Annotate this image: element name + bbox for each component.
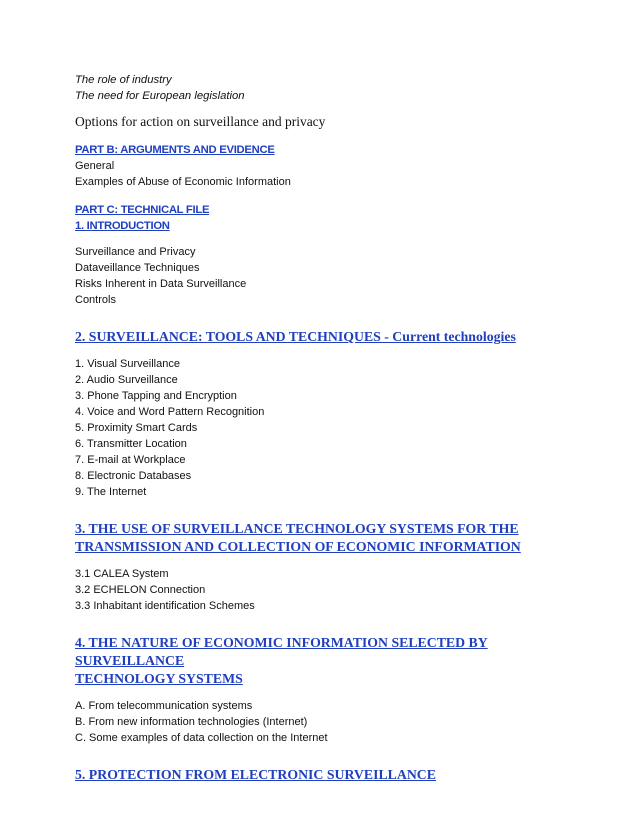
- section-2: [75, 328, 575, 500]
- list-item: 8. Electronic Databases: [75, 470, 192, 482]
- section-3-heading-link-line1[interactable]: 3. THE USE OF SURVEILLANCE TECHNOLOGY SYSTEMS FOR THE: [75, 521, 519, 536]
- list-item: Controls: [75, 294, 116, 306]
- list-item: Dataveillance Techniques: [75, 262, 200, 274]
- list-item: A. From telecommunication systems: [75, 700, 253, 712]
- part-b-heading-link[interactable]: PART B: ARGUMENTS AND EVIDENCE: [75, 144, 275, 156]
- list-item: B. From new information technologies (Internet): [75, 716, 308, 728]
- part-c-heading-link[interactable]: PART C: TECHNICAL FILE: [75, 204, 210, 216]
- list-item: 5. Proximity Smart Cards: [75, 422, 198, 434]
- section-2-heading-link[interactable]: 2. SURVEILLANCE: TOOLS AND TECHNIQUES - Current technologies: [75, 329, 516, 344]
- list-item: 4. Voice and Word Pattern Recognition: [75, 406, 265, 418]
- section-4-heading-link-line1[interactable]: 4. THE NATURE OF ECONOMIC INFORMATION SELECTED BY SURVEILLANCE: [75, 635, 488, 668]
- list-item: 3.1 CALEA System: [75, 568, 169, 580]
- list-item: 9. The Internet: [75, 486, 147, 498]
- part-b-section: [75, 142, 575, 190]
- section-3-heading-link-line2[interactable]: TRANSMISSION AND COLLECTION OF ECONOMIC INFORMATION: [75, 539, 521, 554]
- intro-line-european-legislation: The need for European legislation: [75, 90, 245, 102]
- section-3: [75, 520, 575, 614]
- list-item: 3.3 Inhabitant identification Schemes: [75, 600, 255, 612]
- introduction-heading-link[interactable]: 1. INTRODUCTION: [75, 220, 170, 232]
- list-item: 2. Audio Surveillance: [75, 374, 178, 386]
- list-item: 1. Visual Surveillance: [75, 358, 180, 370]
- part-b-item: General: [75, 160, 115, 172]
- list-item: 7. E-mail at Workplace: [75, 454, 186, 466]
- section-5: [75, 766, 575, 784]
- document-page: [75, 72, 575, 784]
- section-4: [75, 634, 575, 746]
- section-4-list: [75, 698, 575, 746]
- section-2-list: [75, 356, 575, 500]
- section-3-list: [75, 566, 575, 614]
- options-line: Options for action on surveillance and privacy: [75, 114, 326, 129]
- list-item: Surveillance and Privacy: [75, 246, 196, 258]
- intro-line-role-of-industry: The role of industry: [75, 74, 172, 86]
- part-c-section: [75, 202, 575, 308]
- list-item: Risks Inherent in Data Surveillance: [75, 278, 247, 290]
- list-item: 6. Transmitter Location: [75, 438, 187, 450]
- section-4-heading-link-line2[interactable]: TECHNOLOGY SYSTEMS: [75, 671, 243, 686]
- section-5-heading-link[interactable]: 5. PROTECTION FROM ELECTRONIC SURVEILLANCE: [75, 767, 436, 782]
- part-b-item: Examples of Abuse of Economic Information: [75, 176, 291, 188]
- part-c-list: [75, 244, 575, 308]
- list-item: C. Some examples of data collection on the Internet: [75, 732, 328, 744]
- list-item: 3.2 ECHELON Connection: [75, 584, 206, 596]
- list-item: 3. Phone Tapping and Encryption: [75, 390, 237, 402]
